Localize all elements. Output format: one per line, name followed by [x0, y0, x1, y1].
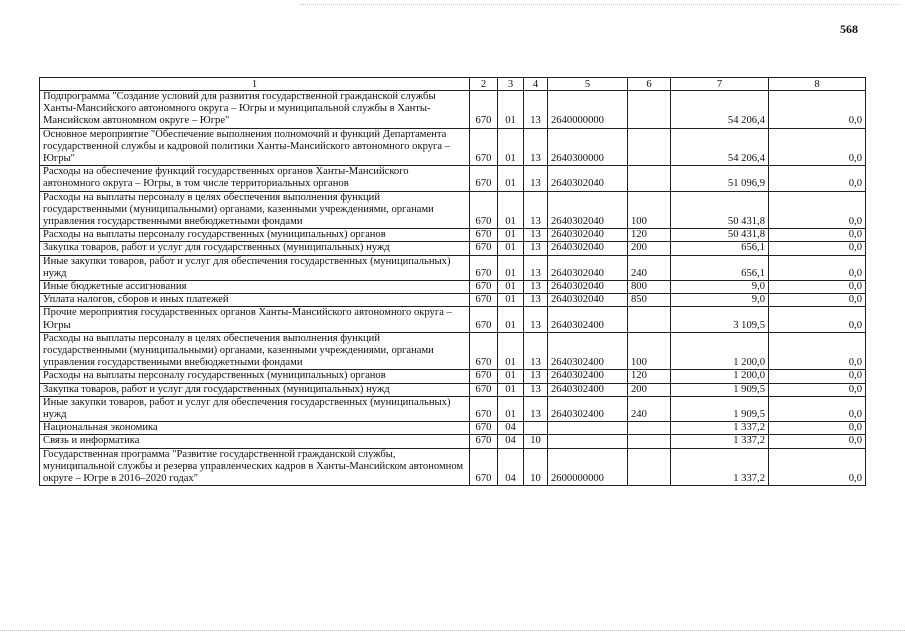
- row-name-cell: Подпрограмма "Создание условий для развития государственной гражданской службы Ханты-Мансийского автономного округа – Югры и муниципальной службы в Ханты-Мансийском автономном округе – Югре": [40, 91, 470, 129]
- amount-cell: 50 431,8: [671, 191, 769, 229]
- amount-2-cell: 0,0: [769, 383, 866, 396]
- header-cell: 7: [671, 78, 769, 91]
- target-article-cell: 2640300000: [548, 128, 628, 166]
- target-article-cell: 2640000000: [548, 91, 628, 129]
- header-cell: 3: [498, 78, 524, 91]
- amount-2-cell: 0,0: [769, 191, 866, 229]
- header-row: [40, 78, 866, 91]
- target-article-cell: 2600000000: [548, 448, 628, 486]
- expense-type-cell: 240: [628, 255, 671, 280]
- subsection-code-cell: 13: [524, 396, 548, 421]
- amount-2-cell: 0,0: [769, 281, 866, 294]
- subsection-code-cell: 10: [524, 448, 548, 486]
- amount-2-cell: 0,0: [769, 255, 866, 280]
- admin-code-cell: 670: [470, 255, 498, 280]
- section-code-cell: 01: [498, 383, 524, 396]
- amount-cell: 1 200,0: [671, 370, 769, 383]
- table-row: [40, 383, 866, 396]
- amount-2-cell: 0,0: [769, 294, 866, 307]
- section-code-cell: 01: [498, 242, 524, 255]
- amount-2-cell: 0,0: [769, 307, 866, 332]
- header-cell: 1: [40, 78, 470, 91]
- amount-cell: 54 206,4: [671, 91, 769, 129]
- amount-2-cell: 0,0: [769, 242, 866, 255]
- expense-type-cell: 120: [628, 370, 671, 383]
- admin-code-cell: 670: [470, 307, 498, 332]
- subsection-code-cell: 13: [524, 229, 548, 242]
- amount-2-cell: 0,0: [769, 128, 866, 166]
- section-code-cell: 01: [498, 294, 524, 307]
- subsection-code-cell: 13: [524, 294, 548, 307]
- section-code-cell: 04: [498, 435, 524, 448]
- expense-type-cell: 200: [628, 383, 671, 396]
- table-row: [40, 370, 866, 383]
- amount-cell: 1 337,2: [671, 435, 769, 448]
- table-row: [40, 307, 866, 332]
- target-article-cell: 2640302040: [548, 281, 628, 294]
- section-code-cell: 01: [498, 166, 524, 191]
- subsection-code-cell: 13: [524, 128, 548, 166]
- section-code-cell: 01: [498, 91, 524, 129]
- subsection-code-cell: 13: [524, 332, 548, 370]
- amount-2-cell: 0,0: [769, 91, 866, 129]
- table-row: [40, 191, 866, 229]
- scan-artifact-bottom: [0, 630, 905, 632]
- subsection-code-cell: 13: [524, 307, 548, 332]
- amount-2-cell: 0,0: [769, 229, 866, 242]
- section-code-cell: 01: [498, 370, 524, 383]
- row-name-cell: Уплата налогов, сборов и иных платежей: [40, 294, 470, 307]
- subsection-code-cell: 13: [524, 191, 548, 229]
- table-row: [40, 422, 866, 435]
- table-row: [40, 255, 866, 280]
- admin-code-cell: 670: [470, 396, 498, 421]
- amount-2-cell: 0,0: [769, 448, 866, 486]
- target-article-cell: 2640302040: [548, 242, 628, 255]
- expense-type-cell: [628, 307, 671, 332]
- admin-code-cell: 670: [470, 281, 498, 294]
- row-name-cell: Иные закупки товаров, работ и услуг для обеспечения государственных (муниципальных) нужд: [40, 255, 470, 280]
- row-name-cell: Иные закупки товаров, работ и услуг для обеспечения государственных (муниципальных) нужд: [40, 396, 470, 421]
- table-row: [40, 128, 866, 166]
- amount-cell: 1 909,5: [671, 396, 769, 421]
- amount-cell: 3 109,5: [671, 307, 769, 332]
- page-number: 568: [840, 22, 858, 36]
- expense-type-cell: [628, 91, 671, 129]
- expense-type-cell: 120: [628, 229, 671, 242]
- subsection-code-cell: 13: [524, 281, 548, 294]
- subsection-code-cell: 13: [524, 370, 548, 383]
- admin-code-cell: 670: [470, 435, 498, 448]
- subsection-code-cell: 13: [524, 255, 548, 280]
- row-name-cell: Расходы на выплаты персоналу государственных (муниципальных) органов: [40, 370, 470, 383]
- row-name-cell: Национальная экономика: [40, 422, 470, 435]
- row-name-cell: Прочие мероприятия государственных органов Ханты-Мансийского автономного округа – Югры: [40, 307, 470, 332]
- section-code-cell: 01: [498, 229, 524, 242]
- header-cell: 4: [524, 78, 548, 91]
- amount-cell: 1 337,2: [671, 448, 769, 486]
- target-article-cell: 2640302040: [548, 255, 628, 280]
- target-article-cell: 2640302400: [548, 307, 628, 332]
- table-row: [40, 396, 866, 421]
- amount-2-cell: 0,0: [769, 422, 866, 435]
- section-code-cell: 01: [498, 396, 524, 421]
- admin-code-cell: 670: [470, 448, 498, 486]
- admin-code-cell: 670: [470, 332, 498, 370]
- expense-type-cell: [628, 166, 671, 191]
- amount-cell: 54 206,4: [671, 128, 769, 166]
- admin-code-cell: 670: [470, 370, 498, 383]
- amount-2-cell: 0,0: [769, 370, 866, 383]
- row-name-cell: Закупка товаров, работ и услуг для государственных (муниципальных) нужд: [40, 242, 470, 255]
- amount-2-cell: 0,0: [769, 332, 866, 370]
- header-cell: 8: [769, 78, 866, 91]
- table-row: [40, 448, 866, 486]
- table-row: [40, 281, 866, 294]
- target-article-cell: 2640302040: [548, 166, 628, 191]
- amount-2-cell: 0,0: [769, 166, 866, 191]
- table-row: [40, 435, 866, 448]
- budget-table: [39, 77, 866, 486]
- target-article-cell: [548, 435, 628, 448]
- amount-cell: 1 200,0: [671, 332, 769, 370]
- row-name-cell: Расходы на обеспечение функций государственных органов Ханты-Мансийского автономного округа – Югры, в том числе территориальных органов: [40, 166, 470, 191]
- target-article-cell: 2640302040: [548, 229, 628, 242]
- row-name-cell: Расходы на выплаты персоналу в целях обеспечения выполнения функций государственными (муниципальными) органами, казенными учреждениями, органами управления государственными внебюджетными фондами: [40, 191, 470, 229]
- header-cell: 5: [548, 78, 628, 91]
- expense-type-cell: [628, 422, 671, 435]
- expense-type-cell: 200: [628, 242, 671, 255]
- expense-type-cell: 100: [628, 332, 671, 370]
- expense-type-cell: 100: [628, 191, 671, 229]
- subsection-code-cell: 13: [524, 166, 548, 191]
- target-article-cell: 2640302400: [548, 383, 628, 396]
- amount-cell: 656,1: [671, 242, 769, 255]
- section-code-cell: 01: [498, 255, 524, 280]
- target-article-cell: 2640302040: [548, 191, 628, 229]
- target-article-cell: 2640302400: [548, 332, 628, 370]
- expense-type-cell: [628, 448, 671, 486]
- target-article-cell: 2640302040: [548, 294, 628, 307]
- header-cell: 6: [628, 78, 671, 91]
- row-name-cell: Иные бюджетные ассигнования: [40, 281, 470, 294]
- amount-cell: 9,0: [671, 281, 769, 294]
- admin-code-cell: 670: [470, 191, 498, 229]
- section-code-cell: 01: [498, 332, 524, 370]
- amount-cell: 656,1: [671, 255, 769, 280]
- admin-code-cell: 670: [470, 166, 498, 191]
- target-article-cell: 2640302400: [548, 370, 628, 383]
- amount-cell: 1 337,2: [671, 422, 769, 435]
- row-name-cell: Расходы на выплаты персоналу государственных (муниципальных) органов: [40, 229, 470, 242]
- amount-cell: 9,0: [671, 294, 769, 307]
- subsection-code-cell: 13: [524, 91, 548, 129]
- row-name-cell: Связь и информатика: [40, 435, 470, 448]
- target-article-cell: [548, 422, 628, 435]
- section-code-cell: 01: [498, 307, 524, 332]
- subsection-code-cell: 13: [524, 242, 548, 255]
- table-row: [40, 294, 866, 307]
- table-row: [40, 229, 866, 242]
- expense-type-cell: [628, 435, 671, 448]
- admin-code-cell: 670: [470, 242, 498, 255]
- section-code-cell: 01: [498, 128, 524, 166]
- admin-code-cell: 670: [470, 383, 498, 396]
- admin-code-cell: 670: [470, 422, 498, 435]
- expense-type-cell: 850: [628, 294, 671, 307]
- table-row: [40, 166, 866, 191]
- section-code-cell: 04: [498, 448, 524, 486]
- table-row: [40, 242, 866, 255]
- row-name-cell: Расходы на выплаты персоналу в целях обеспечения выполнения функций государственными (муниципальными) органами, казенными учреждениями, органами управления государственными внебюджетными фондами: [40, 332, 470, 370]
- row-name-cell: Закупка товаров, работ и услуг для государственных (муниципальных) нужд: [40, 383, 470, 396]
- row-name-cell: Государственная программа "Развитие государственной гражданской службы, муниципальной службы и резерва управленческих кадров в Ханты-Мансийском автономном округе – Югре в 2016–2020 годах": [40, 448, 470, 486]
- subsection-code-cell: 10: [524, 435, 548, 448]
- expense-type-cell: [628, 128, 671, 166]
- section-code-cell: 04: [498, 422, 524, 435]
- expense-type-cell: 240: [628, 396, 671, 421]
- amount-cell: 51 096,9: [671, 166, 769, 191]
- amount-2-cell: 0,0: [769, 396, 866, 421]
- admin-code-cell: 670: [470, 91, 498, 129]
- header-cell: 2: [470, 78, 498, 91]
- table-row: [40, 91, 866, 129]
- amount-cell: 50 431,8: [671, 229, 769, 242]
- scan-artifact-top: [300, 4, 900, 6]
- amount-cell: 1 909,5: [671, 383, 769, 396]
- amount-2-cell: 0,0: [769, 435, 866, 448]
- section-code-cell: 01: [498, 191, 524, 229]
- table-row: [40, 332, 866, 370]
- row-name-cell: Основное мероприятие "Обеспечение выполнения полномочий и функций Департамента государственной службы и кадровой политики Ханты-Мансийского автономного округа – Югры": [40, 128, 470, 166]
- expense-type-cell: 800: [628, 281, 671, 294]
- admin-code-cell: 670: [470, 229, 498, 242]
- admin-code-cell: 670: [470, 128, 498, 166]
- section-code-cell: 01: [498, 281, 524, 294]
- subsection-code-cell: [524, 422, 548, 435]
- subsection-code-cell: 13: [524, 383, 548, 396]
- admin-code-cell: 670: [470, 294, 498, 307]
- target-article-cell: 2640302400: [548, 396, 628, 421]
